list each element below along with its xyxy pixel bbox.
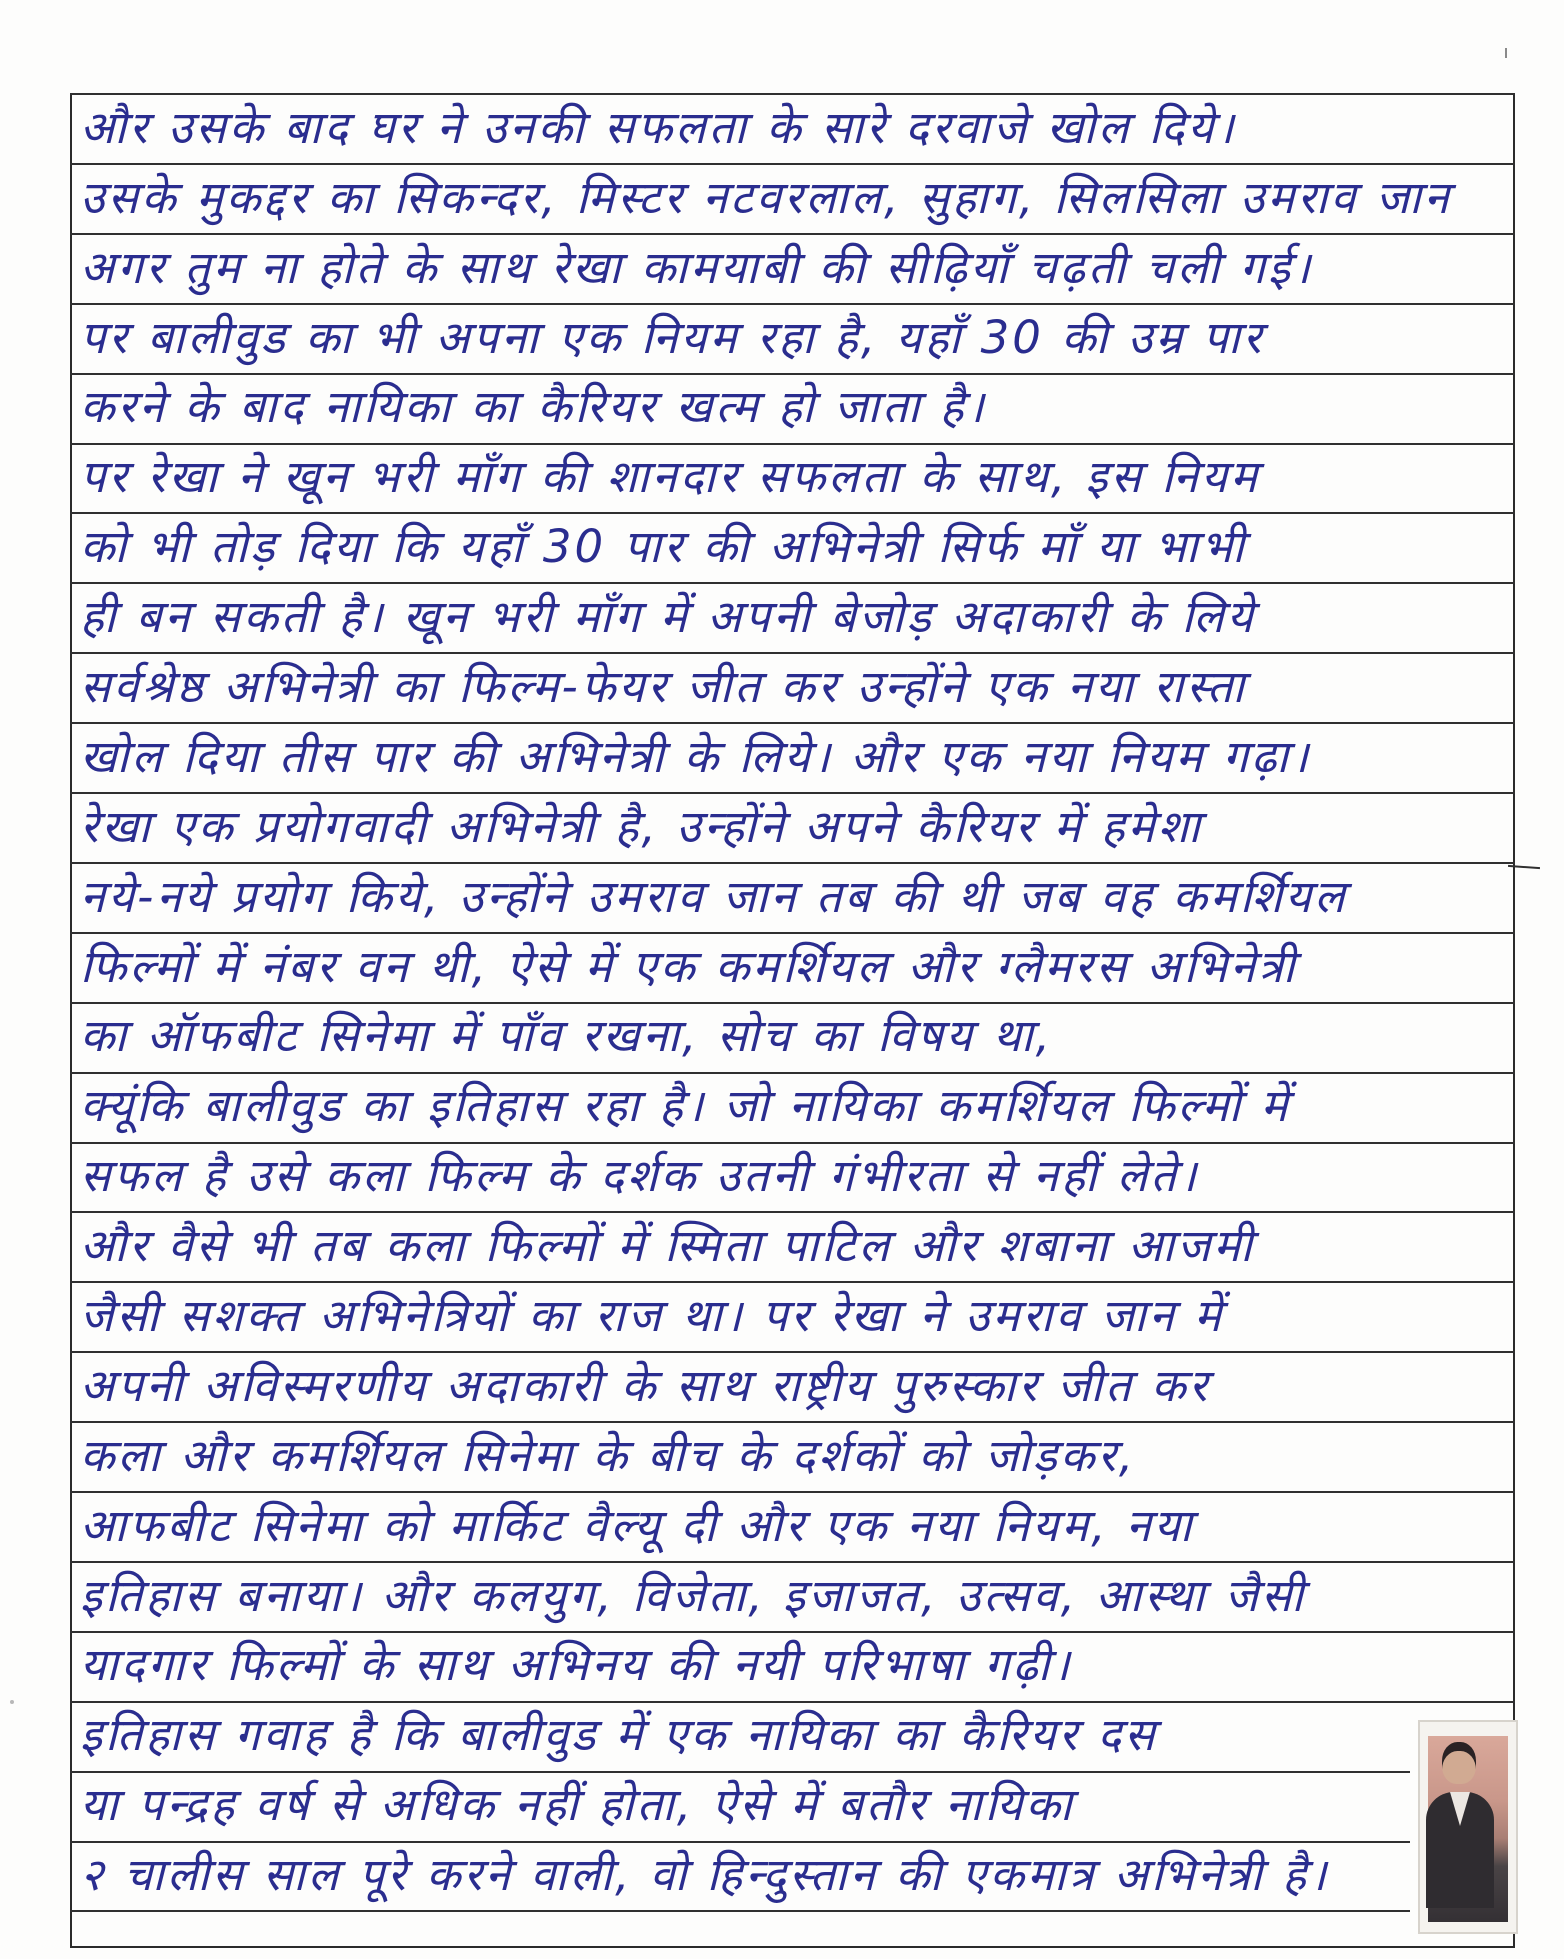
margin-dot (10, 1700, 14, 1704)
text-line: फिल्मों में नंबर वन थी, ऐसे में एक कमर्शियल और ग्लैमरस अभिनेत्री (80, 939, 1298, 993)
text-line: यादगार फिल्मों के साथ अभिनय की नयी परिभाषा गढ़ी। (80, 1638, 1073, 1692)
text-line: करने के बाद नायिका का कैरियर खत्म हो जाता है। (80, 380, 987, 434)
text-line: जैसी सशक्त अभिनेत्रियों का राज था। पर रेखा ने उमराव जान में (80, 1289, 1225, 1343)
text-line: २ चालीस साल पूरे करने वाली, वो हिन्दुस्तान की एकमात्र अभिनेत्री है। (80, 1848, 1330, 1902)
text-line: पर रेखा ने खून भरी माँग की शानदार सफलता के साथ, इस नियम (80, 450, 1261, 504)
text-line: रेखा एक प्रयोगवादी अभिनेत्री है, उन्होंने अपने कैरियर में हमेशा (80, 799, 1203, 853)
ruled-line (70, 1910, 1410, 1912)
photo-figure-head (1442, 1742, 1476, 1784)
corner-pen-mark (1505, 48, 1507, 58)
author-photo (1418, 1720, 1518, 1934)
text-line: और वैसे भी तब कला फिल्मों में स्मिता पाटिल और शबाना आजमी (80, 1219, 1255, 1273)
text-line: अपनी अविस्मरणीय अदाकारी के साथ राष्ट्रीय पुरुस्कार जीत कर (80, 1358, 1211, 1412)
text-line: अगर तुम ना होते के साथ रेखा कामयाबी की सीढ़ियाँ चढ़ती चली गई। (80, 240, 1314, 294)
text-line: क्यूंकि बालीवुड का इतिहास रहा है। जो नायिका कमर्शियल फिल्मों में (80, 1079, 1291, 1133)
text-line: कला और कमर्शियल सिनेमा के बीच के दर्शकों को जोड़कर, (80, 1428, 1137, 1482)
text-line: का ऑफबीट सिनेमा में पाँव रखना, सोच का विषय था, (80, 1009, 1053, 1063)
text-line: इतिहास गवाह है कि बालीवुड में एक नायिका का कैरियर दस (80, 1708, 1158, 1762)
text-line: आफबीट सिनेमा को मार्किट वैल्यू दी और एक नया नियम, नया (80, 1498, 1195, 1552)
text-line: नये-नये प्रयोग किये, उन्होंने उमराव जान तब की थी जब वह कमर्शियल (80, 869, 1348, 923)
text-line: या पन्द्रह वर्ष से अधिक नहीं होता, ऐसे में बतौर नायिका (80, 1778, 1075, 1832)
text-line: सफल है उसे कला फिल्म के दर्शक उतनी गंभीरता से नहीं लेते। (80, 1149, 1200, 1203)
text-line: को भी तोड़ दिया कि यहाँ 30 पार की अभिनेत्री सिर्फ माँ या भाभी (80, 520, 1247, 574)
text-line: सर्वश्रेष्ठ अभिनेत्री का फिल्म-फेयर जीत कर उन्होंने एक नया रास्ता (80, 660, 1248, 714)
text-line: इतिहास बनाया। और कलयुग, विजेता, इजाजत, उत्सव, आस्था जैसी (80, 1568, 1307, 1622)
text-line: खोल दिया तीस पार की अभिनेत्री के लिये। और एक नया नियम गढ़ा। (80, 729, 1312, 783)
text-line: और उसके बाद घर ने उनकी सफलता के सारे दरवाजे खोल दिये। (80, 100, 1237, 154)
text-line: पर बालीवुड का भी अपना एक नियम रहा है, यहाँ 30 की उम्र पार (80, 310, 1265, 364)
text-line: ही बन सकती है। खून भरी माँग में अपनी बेजोड़ अदाकारी के लिये (80, 590, 1256, 644)
handwritten-text-block (80, 93, 1500, 1910)
text-line: उसके मुकद्दर का सिकन्दर, मिस्टर नटवरलाल, सुहाग, सिलसिला उमराव जान (80, 170, 1452, 224)
